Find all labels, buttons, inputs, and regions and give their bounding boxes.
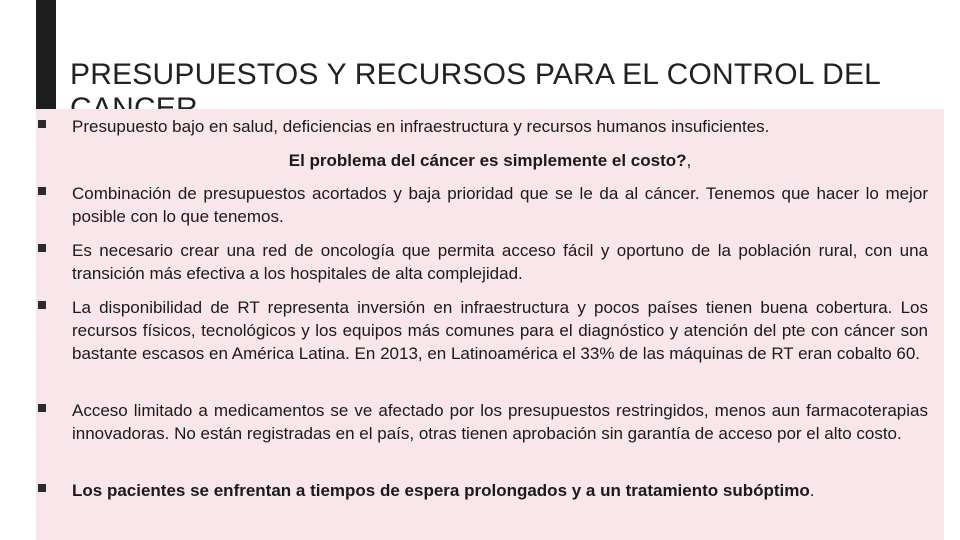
question-line [36,149,944,172]
bullet-text: Combinación de presupuestos acortados y baja prioridad que se le da al cáncer. Tenemos que hacer lo mejor posible con lo que tenemos. [72,184,928,226]
bullet-text [72,479,928,502]
bullet-square-icon [38,187,46,195]
bullet-square-icon [38,120,46,128]
slide-title: PRESUPUESTOS Y RECURSOS PARA EL CONTROL DEL [70,58,880,91]
bullet-text: Es necesario crear una red de oncología que permita acceso fácil y oportuno de la población rural, con una transición más efectiva a los hospitales de alta complejidad. [72,241,928,283]
last-bullet-text: Los pacientes se enfrentan a tiempos de espera prolongados y a un tratamiento subóptimo [72,481,810,500]
bullet-square-icon [38,484,46,492]
question-text: El problema del cáncer es simplemente el costo? [288,151,687,170]
bullet-text: Presupuesto bajo en salud, deficiencias en infraestructura y recursos humanos insuficientes. [72,117,770,136]
bullet-square-icon [38,244,46,252]
bullet-text: La disponibilidad de RT representa inversión en infraestructura y pocos países tienen buena cobertura. Los recursos físicos, tecnológicos y los equipos más comunes para el diagnóstico y atención del pte con cáncer son bastante escasos en América Latina. En 2013, en Latinoamérica el 33% de las máquinas de RT eran cobalto 60. [72,298,928,363]
content-panel [36,109,944,540]
question-suffix: , [686,151,692,170]
title-accent-bar [36,0,56,110]
bullet-square-icon [38,404,46,412]
last-bullet-suffix: . [809,481,815,500]
bullet-square-icon [38,301,46,309]
bullet-text: Acceso limitado a medicamentos se ve afectado por los presupuestos restringidos, menos aun farmacoterapias innovadoras. No están registradas en el país, otras tienen aprobación sin garantía de acceso por el alto costo. [72,401,928,443]
